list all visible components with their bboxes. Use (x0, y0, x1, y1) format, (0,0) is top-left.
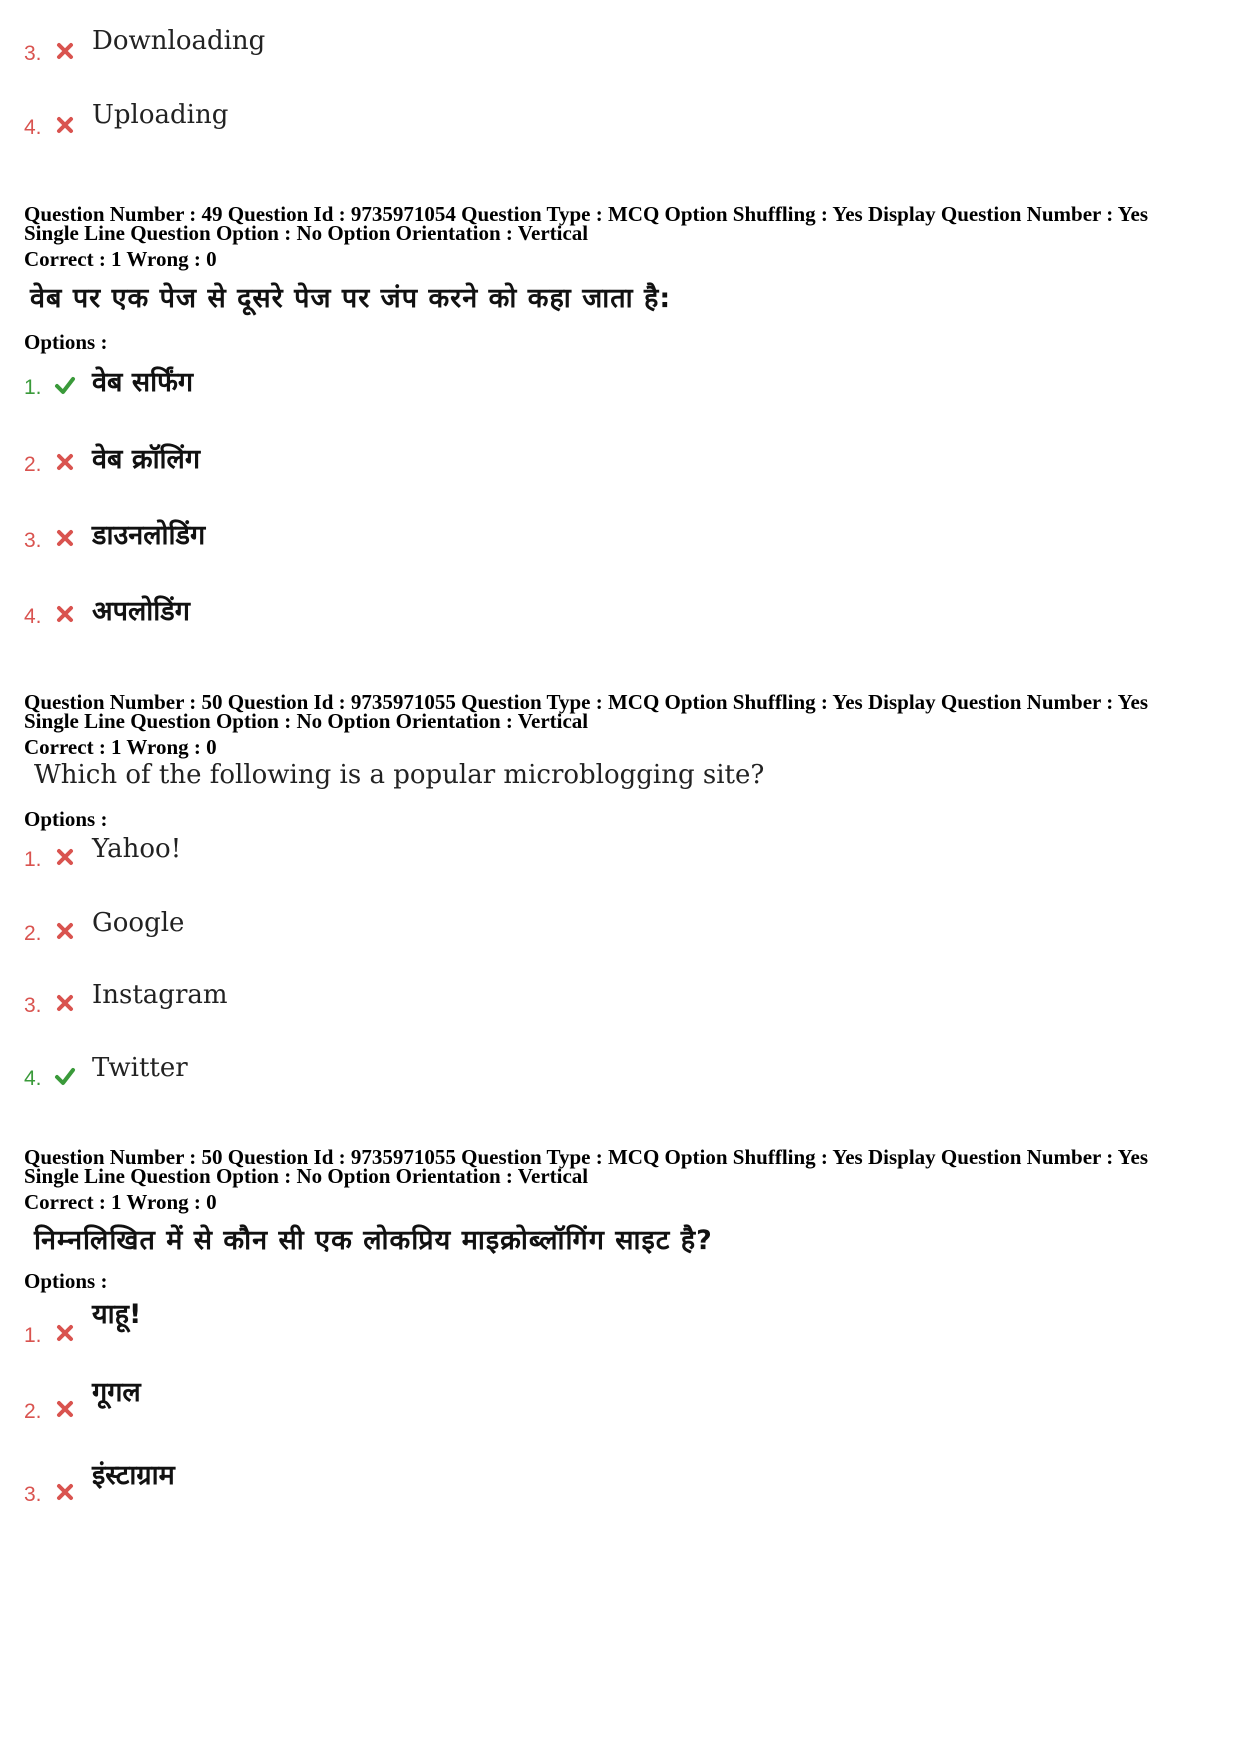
question-meta-line1: Question Number : 50 Question Id : 9735971055 Question Type : MCQ Option Shuffling : Yes Display Question Number : Yes (24, 1145, 1149, 1169)
option-text: अपलोडिंग (92, 596, 190, 627)
option-number: 1. (24, 848, 42, 871)
option-text: Twitter (92, 1053, 188, 1083)
options-label: Options : (24, 1269, 108, 1293)
question-text: निम्नलिखित में से कौन सी एक लोकप्रिय माइक्रोब्लॉगिंग साइट है? (34, 1225, 713, 1256)
option-text: Downloading (92, 26, 266, 56)
cross-icon (54, 451, 76, 473)
cross-icon (54, 1322, 76, 1344)
option-text: वेब क्रॉलिंग (92, 444, 201, 475)
option-text: इंस्टाग्राम (92, 1460, 175, 1491)
option-number: 3. (24, 529, 42, 552)
cross-icon (54, 603, 76, 625)
question-meta-line2: Single Line Question Option : No Option Orientation : Vertical (24, 221, 589, 245)
question-text: वेब पर एक पेज से दूसरे पेज पर जंप करने को कहा जाता है: (30, 283, 672, 314)
question-marks: Correct : 1 Wrong : 0 (24, 1190, 217, 1214)
question-meta-line1: Question Number : 49 Question Id : 9735971054 Question Type : MCQ Option Shuffling : Yes Display Question Number : Yes (24, 202, 1149, 226)
option-text: वेब सर्फिंग (92, 367, 194, 398)
cross-icon (54, 992, 76, 1014)
option-text: गूगल (92, 1377, 141, 1408)
question-marks: Correct : 1 Wrong : 0 (24, 735, 217, 759)
option-number: 2. (24, 922, 42, 945)
check-icon (54, 374, 76, 396)
option-number: 3. (24, 994, 42, 1017)
option-text: Instagram (92, 980, 228, 1010)
option-text: Yahoo! (92, 834, 182, 864)
option-number: 4. (24, 1067, 42, 1090)
option-number: 1. (24, 376, 42, 399)
option-number: 3. (24, 1483, 42, 1506)
option-number: 3. (24, 42, 42, 65)
cross-icon (54, 1398, 76, 1420)
option-number: 4. (24, 605, 42, 628)
cross-icon (54, 1481, 76, 1503)
option-number: 4. (24, 116, 42, 139)
options-label: Options : (24, 807, 108, 831)
cross-icon (54, 846, 76, 868)
option-text: याहू! (92, 1299, 142, 1330)
question-marks: Correct : 1 Wrong : 0 (24, 247, 217, 271)
cross-icon (54, 527, 76, 549)
question-meta-line2: Single Line Question Option : No Option Orientation : Vertical (24, 1164, 589, 1188)
option-text: Uploading (92, 100, 229, 130)
options-label: Options : (24, 330, 108, 354)
option-text: Google (92, 908, 185, 938)
check-icon (54, 1065, 76, 1087)
option-number: 2. (24, 453, 42, 476)
question-text: Which of the following is a popular microblogging site? (34, 760, 765, 790)
question-meta-line2: Single Line Question Option : No Option Orientation : Vertical (24, 709, 589, 733)
option-number: 2. (24, 1400, 42, 1423)
cross-icon (54, 920, 76, 942)
cross-icon (54, 114, 76, 136)
option-number: 1. (24, 1324, 42, 1347)
option-text: डाउनलोडिंग (92, 520, 206, 551)
cross-icon (54, 40, 76, 62)
question-meta-line1: Question Number : 50 Question Id : 9735971055 Question Type : MCQ Option Shuffling : Yes Display Question Number : Yes (24, 690, 1149, 714)
